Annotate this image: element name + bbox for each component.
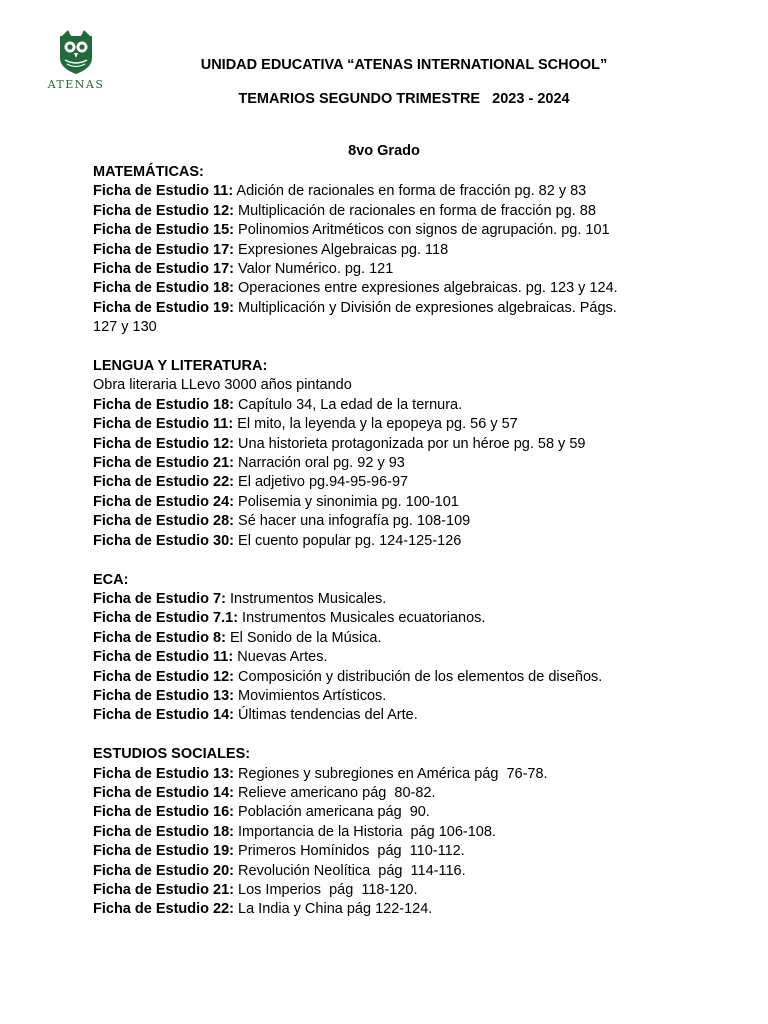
section-spacer [93,726,693,745]
item-text: Población americana pág 90. [234,804,430,821]
section-spacer [93,551,693,570]
item-text: El Sonido de la Música. [225,629,382,646]
item-label: Ficha de Estudio 14: [93,707,234,724]
item-text: Instrumentos Musicales. [225,590,387,607]
list-item [93,435,693,454]
item-text: Expresiones Algebraicas pg. 118 [234,241,449,258]
syllabus-content [93,163,693,920]
item-label: Ficha de Estudio 15: [93,222,234,239]
list-item [93,221,693,240]
section-title: ESTUDIOS SOCIALES: [93,746,251,763]
list-item [93,687,693,706]
item-text: Regiones y subregiones en América pág 76-78. [234,765,548,782]
list-item [93,590,693,609]
item-text: El mito, la leyenda y la epopeya pg. 56 y 57 [233,416,518,433]
item-text: Últimas tendencias del Arte. [234,707,418,724]
item-text: Narración oral pg. 92 y 93 [234,455,405,472]
list-item [93,473,693,492]
school-title: UNIDAD EDUCATIVA “ATENAS INTERNATIONAL SCHOOL” [200,57,608,73]
list-item [93,803,693,822]
item-text: Una historieta protagonizada por un héroe pg. 58 y 59 [234,435,586,452]
item-text: Capítulo 34, La edad de la ternura. [234,396,463,413]
item-label: Ficha de Estudio 13: [93,687,234,704]
list-item [93,648,693,667]
section-estudios-sociales [93,745,693,920]
item-label: Ficha de Estudio 11: [93,183,234,200]
list-item [93,493,693,512]
item-text: Los Imperios pág 118-120. [234,881,418,898]
item-text: 127 y 130 [93,319,157,336]
item-text: Obra literaria LLevo 3000 años pintando [93,377,352,394]
item-label: Ficha de Estudio 16: [93,804,234,821]
item-label: Ficha de Estudio 22: [93,901,234,918]
item-label: Ficha de Estudio 18: [93,396,234,413]
list-item [93,823,693,842]
list-item [93,396,693,415]
item-label: Ficha de Estudio 17: [93,261,234,278]
section-title: ECA: [93,571,129,588]
item-label: Ficha de Estudio 21: [93,455,234,472]
list-item [93,862,693,881]
item-text: La India y China pág 122-124. [234,901,433,918]
item-text: Movimientos Artísticos. [234,687,387,704]
item-text: Multiplicación de racionales en forma de fracción pg. 88 [234,202,596,219]
list-item [93,260,693,279]
list-item [93,765,693,784]
item-text: Adición de racionales en forma de fracción pg. 82 y 83 [233,183,587,200]
item-label: Ficha de Estudio 18: [93,280,234,297]
item-label: Ficha de Estudio 14: [93,784,234,801]
list-item [93,900,693,919]
document-subtitle: TEMARIOS SEGUNDO TRIMESTRE 2023 - 2024 [238,91,570,107]
item-text: Multiplicación y División de expresiones algebraicas. Págs. [234,299,617,316]
list-item [93,842,693,861]
list-item [93,415,693,434]
item-text: Relieve americano pág 80-82. [234,784,436,801]
item-text: Composición y distribución de los elementos de diseños. [234,668,603,685]
grade-heading: 8vo Grado [348,143,420,159]
list-item [93,182,693,201]
item-text: Nuevas Artes. [233,649,328,666]
list-item [93,279,693,298]
section-eca [93,571,693,726]
section-lengua-literatura [93,357,693,551]
item-label: Ficha de Estudio 17: [93,241,234,258]
list-item [93,629,693,648]
item-label: Ficha de Estudio 20: [93,862,234,879]
item-label: Ficha de Estudio 13: [93,765,234,782]
logo-text: ATENAS [47,78,105,91]
item-text: El adjetivo pg.94-95-96-97 [234,474,409,491]
item-label: Ficha de Estudio 19: [93,299,234,316]
item-label: Ficha de Estudio 22: [93,474,234,491]
item-text: Sé hacer una infografía pg. 108-109 [234,513,471,530]
list-item [93,784,693,803]
section-spacer [93,338,693,357]
item-text: Polinomios Aritméticos con signos de agrupación. pg. 101 [234,222,610,239]
section-matematicas [93,163,693,338]
list-item [93,202,693,221]
item-label: Ficha de Estudio 28: [93,513,234,530]
item-label: Ficha de Estudio 18: [93,823,234,840]
item-text: Primeros Homínidos pág 110-112. [234,843,465,860]
item-label: Ficha de Estudio 12: [93,435,234,452]
item-text: Valor Numérico. pg. 121 [234,261,394,278]
item-label: Ficha de Estudio 11: [93,416,234,433]
section-title: MATEMÁTICAS: [93,164,204,180]
list-item [93,706,693,725]
item-text: El cuento popular pg. 124-125-126 [234,532,462,549]
item-label: Ficha de Estudio 19: [93,843,234,860]
list-item [93,241,693,260]
item-text: Importancia de la Historia pág 106-108. [234,823,496,840]
item-label: Ficha de Estudio 30: [93,532,234,549]
item-label: Ficha de Estudio 7.1: [93,610,239,627]
list-item [93,881,693,900]
list-item-continuation [93,318,693,337]
list-item [93,668,693,687]
item-text: Operaciones entre expresiones algebraicas. pg. 123 y 124. [234,280,618,297]
item-label: Ficha de Estudio 8: [93,629,226,646]
item-text: Instrumentos Musicales ecuatorianos. [238,610,486,627]
list-item [93,454,693,473]
item-text: Revolución Neolítica pág 114-116. [234,862,466,879]
list-item [93,512,693,531]
list-item [93,532,693,551]
item-label: Ficha de Estudio 12: [93,668,234,685]
item-label: Ficha de Estudio 7: [93,590,226,607]
list-item [93,609,693,628]
section-title: LENGUA Y LITERATURA: [93,358,268,375]
item-label: Ficha de Estudio 21: [93,881,234,898]
item-label: Ficha de Estudio 11: [93,649,234,666]
list-item [93,299,693,318]
item-text: Polisemia y sinonimia pg. 100-101 [234,493,459,510]
item-label: Ficha de Estudio 24: [93,493,234,510]
list-item [93,376,693,395]
item-label: Ficha de Estudio 12: [93,202,234,219]
